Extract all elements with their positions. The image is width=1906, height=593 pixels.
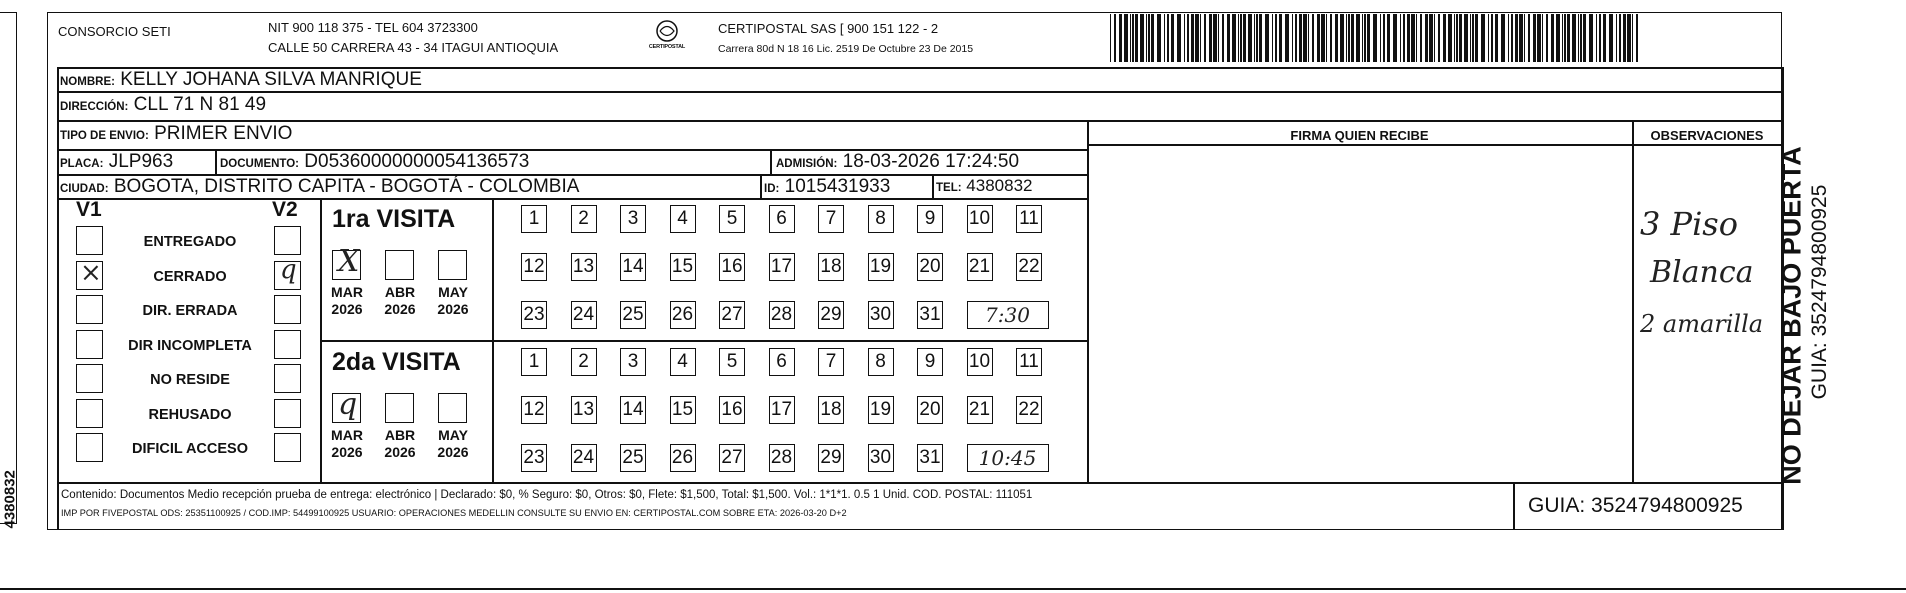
- barcode-bar: [1403, 14, 1405, 62]
- company-name: CONSORCIO SETI: [58, 24, 171, 39]
- id-value: 1015431933: [784, 176, 891, 197]
- day-box: 27: [719, 301, 745, 329]
- day-box: 22: [1016, 253, 1042, 281]
- barcode-bar: [1425, 14, 1428, 62]
- v2-checkbox: [274, 226, 301, 255]
- barcode-bar: [1470, 14, 1471, 62]
- barcode-bar: [1636, 14, 1638, 62]
- barcode-bar: [1299, 14, 1302, 62]
- barcode-bar: [1603, 14, 1606, 62]
- barcode-bar: [1472, 14, 1474, 62]
- observaciones-header: OBSERVACIONES: [1650, 128, 1764, 143]
- barcode-bar: [1265, 14, 1269, 62]
- barcode-bar: [1562, 14, 1563, 62]
- day-box: 24: [571, 444, 597, 472]
- barcode-bar: [1619, 14, 1621, 62]
- first-visit-title: 1ra VISITA: [332, 205, 456, 233]
- obs-note-white: Blanca: [1650, 255, 1754, 290]
- day-box: 13: [571, 396, 597, 424]
- day-box: 19: [868, 253, 894, 281]
- day-box: 14: [620, 253, 646, 281]
- day-box: 30: [868, 301, 894, 329]
- barcode-bar: [1256, 14, 1258, 62]
- year-label: 2026: [437, 301, 469, 317]
- direccion-label: DIRECCIÓN:: [60, 101, 129, 113]
- barcode-bar: [1546, 14, 1548, 62]
- year-label: 2026: [331, 444, 363, 460]
- barcode-bar: [1240, 14, 1242, 62]
- barcode-bar: [1177, 14, 1181, 62]
- barcode-bar: [1556, 14, 1560, 62]
- v2-checkbox: [274, 295, 301, 324]
- month-label: ABR: [384, 284, 416, 300]
- day-box: 31: [917, 444, 943, 472]
- barcode-bar: [1578, 14, 1579, 62]
- month-checkbox: [438, 393, 467, 423]
- v2-checkbox: [274, 364, 301, 393]
- barcode-bar: [1351, 14, 1354, 62]
- barcode-bar: [1448, 14, 1452, 62]
- no-dejar-bajo-puerta: NO DEJAR BAJO PUERTA: [1776, 146, 1807, 485]
- barcode-bar: [1589, 14, 1593, 62]
- barcode-bar: [1204, 14, 1206, 62]
- logo-caption: CERTIPOSTAL: [648, 44, 686, 50]
- month-label: MAY: [438, 284, 468, 300]
- document-value: D05360000000054136573: [304, 151, 530, 172]
- v2-checkmark: q: [280, 255, 297, 285]
- day-box: 17: [769, 396, 795, 424]
- day-box: 6: [769, 348, 795, 376]
- day-box: 15: [670, 253, 696, 281]
- barcode-bar: [1420, 14, 1422, 62]
- day-box: 18: [818, 253, 844, 281]
- barcode-bar: [1222, 14, 1224, 62]
- barcode-bar: [1295, 14, 1297, 62]
- barcode-bar: [1285, 14, 1289, 62]
- barcode-bar: [1130, 14, 1131, 62]
- barcode-bar: [1564, 14, 1566, 62]
- barcode-bar: [1632, 14, 1633, 62]
- id-label: ID:: [764, 183, 780, 195]
- day-box: 3: [620, 205, 646, 233]
- barcode-bar: [1146, 14, 1147, 62]
- day-box: 1: [521, 205, 547, 233]
- obs-note-floor: 3 Piso: [1640, 205, 1738, 243]
- day-box: 10: [967, 348, 993, 376]
- day-box: 12: [521, 396, 547, 424]
- year-label: 2026: [384, 301, 416, 317]
- barcode: [1110, 14, 1650, 62]
- first-visit-mark: X: [338, 244, 360, 279]
- certipostal-logo: [640, 18, 694, 58]
- recipient-address: CLL 71 N 81 49: [133, 94, 267, 115]
- barcode-bar: [1627, 14, 1631, 62]
- obs-note-yellow: 2 amarilla: [1640, 310, 1764, 338]
- barcode-bar: [1119, 14, 1122, 62]
- v1-label: V1: [76, 198, 102, 221]
- firma-header: FIRMA QUIEN RECIBE: [1290, 128, 1429, 143]
- barcode-bar: [1542, 14, 1543, 62]
- day-box: 1: [521, 348, 547, 376]
- barcode-bar: [1454, 14, 1455, 62]
- barcode-bar: [1330, 14, 1332, 62]
- day-box: 16: [719, 253, 745, 281]
- day-box: 25: [620, 301, 646, 329]
- status-label: DIR INCOMPLETA: [128, 337, 252, 354]
- footer-guia: GUIA: 3524794800925: [1528, 494, 1743, 517]
- barcode-bar: [1491, 14, 1493, 62]
- shipment-type: PRIMER ENVIO: [154, 123, 293, 144]
- day-box: 16: [719, 396, 745, 424]
- day-box: 10: [967, 205, 993, 233]
- v1-checkbox: [76, 295, 103, 324]
- tel-label: TEL:: [936, 182, 962, 194]
- barcode-bar: [1151, 14, 1154, 62]
- barcode-bar: [1583, 14, 1586, 62]
- day-box: 7: [818, 348, 844, 376]
- day-box: 29: [818, 301, 844, 329]
- first-visit-time: 7:30: [967, 301, 1049, 329]
- day-box: 7: [818, 205, 844, 233]
- day-box: 5: [719, 205, 745, 233]
- barcode-bar: [1524, 14, 1525, 62]
- year-label: 2026: [331, 301, 363, 317]
- address-line: CALLE 50 CARRERA 43 - 34 ITAGUI ANTIOQUIA: [268, 40, 559, 55]
- barcode-bar: [1481, 14, 1485, 62]
- barcode-bar: [1407, 14, 1410, 62]
- barcode-bar: [1238, 14, 1239, 62]
- day-box: 4: [670, 348, 696, 376]
- barcode-bar: [1254, 14, 1255, 62]
- day-box: 11: [1016, 348, 1042, 376]
- barcode-bar: [1132, 14, 1134, 62]
- barcode-bar: [1218, 14, 1219, 62]
- barcode-bar: [1259, 14, 1262, 62]
- v2-checkbox: [274, 433, 301, 462]
- second-visit-time: 10:45: [967, 444, 1049, 472]
- day-box: 20: [917, 253, 943, 281]
- status-label: CERRADO: [153, 268, 227, 285]
- month-label: MAR: [331, 427, 363, 443]
- barcode-bar: [1227, 14, 1230, 62]
- barcode-bar: [1380, 14, 1381, 62]
- status-label: ENTREGADO: [143, 234, 237, 250]
- footer-contents: Contenido: Documentos Medio recepción prueba de entrega: electrónico | Declarado: $0, % Seguro: $0, Otros: $0, Flete: $1,500, Total: $1,500. Vol.: 1*1*1. 0.5 1 Unid. COD. POSTAL: 111051: [61, 489, 1033, 501]
- day-box: 6: [769, 205, 795, 233]
- barcode-bar: [1303, 14, 1307, 62]
- recipient-name: KELLY JOHANA SILVA MANRIQUE: [120, 69, 422, 90]
- v2-checkbox: [274, 399, 301, 428]
- barcode-bar: [1321, 14, 1325, 62]
- barcode-bar: [1167, 14, 1169, 62]
- day-box: 31: [917, 301, 943, 329]
- nombre-label: NOMBRE:: [60, 76, 115, 88]
- day-box: 17: [769, 253, 795, 281]
- year-label: 2026: [384, 444, 416, 460]
- barcode-bar: [1243, 14, 1246, 62]
- status-label: NO RESIDE: [150, 372, 230, 388]
- barcode-bar: [1135, 14, 1138, 62]
- admision-label: ADMISIÓN:: [776, 158, 838, 170]
- barcode-bar: [1367, 14, 1370, 62]
- barcode-bar: [1537, 14, 1541, 62]
- day-box: 21: [967, 253, 993, 281]
- barcode-bar: [1148, 14, 1150, 62]
- day-box: 3: [620, 348, 646, 376]
- v2-label: V2: [272, 198, 298, 221]
- year-label: 2026: [437, 444, 469, 460]
- barcode-bar: [1383, 14, 1385, 62]
- status-label: DIR. ERRADA: [142, 303, 238, 319]
- v1-checkmark: ×: [80, 258, 102, 288]
- tel-value: 4380832: [966, 176, 1033, 195]
- barcode-bar: [1340, 14, 1344, 62]
- day-box: 8: [868, 348, 894, 376]
- barcode-bar: [1580, 14, 1582, 62]
- day-box: 5: [719, 348, 745, 376]
- barcode-bar: [1272, 14, 1273, 62]
- barcode-bar: [1275, 14, 1277, 62]
- barcode-bar: [1335, 14, 1338, 62]
- barcode-bar: [1416, 14, 1417, 62]
- barcode-bar: [1346, 14, 1347, 62]
- barcode-bar: [1312, 14, 1314, 62]
- day-box: 2: [571, 205, 597, 233]
- placa-label: PLACA:: [60, 158, 104, 170]
- barcode-bar: [1438, 14, 1440, 62]
- barcode-bar: [1393, 14, 1397, 62]
- day-box: 27: [719, 444, 745, 472]
- barcode-bar: [1464, 14, 1468, 62]
- day-box: 9: [917, 205, 943, 233]
- day-box: 22: [1016, 396, 1042, 424]
- day-box: 12: [521, 253, 547, 281]
- day-box: 23: [521, 444, 547, 472]
- barcode-bar: [1195, 14, 1199, 62]
- barcode-bar: [1429, 14, 1433, 62]
- v1-checkbox: [76, 364, 103, 393]
- barcode-bar: [1114, 14, 1116, 62]
- carrier-line2: Carrera 80d N 18 16 Lic. 2519 De Octubre 23 De 2015: [718, 43, 974, 55]
- barcode-bar: [1533, 14, 1536, 62]
- day-box: 14: [620, 396, 646, 424]
- barcode-bar: [1124, 14, 1128, 62]
- day-box: 18: [818, 396, 844, 424]
- day-box: 9: [917, 348, 943, 376]
- month-checkbox: [438, 250, 467, 280]
- barcode-bar: [1456, 14, 1458, 62]
- ciudad-label: CIUDAD:: [60, 183, 109, 195]
- side-guia: GUIA: 3524794800925: [1808, 184, 1831, 400]
- day-box: 11: [1016, 205, 1042, 233]
- barcode-bar: [1411, 14, 1415, 62]
- city-value: BOGOTA, DISTRITO CAPITA - BOGOTÁ - COLOMBIA: [113, 176, 580, 197]
- barcode-bar: [1488, 14, 1489, 62]
- barcode-bar: [1495, 14, 1498, 62]
- barcode-bar: [1623, 14, 1626, 62]
- barcode-bar: [1400, 14, 1401, 62]
- barcode-bar: [1364, 14, 1366, 62]
- v1-checkbox: [76, 330, 103, 359]
- barcode-bar: [1356, 14, 1360, 62]
- status-label: DIFICIL ACCESO: [131, 441, 248, 457]
- barcode-bar: [1373, 14, 1377, 62]
- status-label: REHUSADO: [148, 406, 232, 423]
- month-label: MAY: [438, 427, 468, 443]
- day-box: 24: [571, 301, 597, 329]
- month-label: ABR: [384, 427, 416, 443]
- barcode-bar: [1515, 14, 1518, 62]
- second-visit-title: 2da VISITA: [332, 348, 461, 376]
- barcode-bar: [1292, 14, 1293, 62]
- barcode-bar: [1279, 14, 1282, 62]
- footer-print-info: IMP POR FIVEPOSTAL ODS: 25351100925 / COD.IMP: 54499100925 USUARIO: OPERACIONES MEDELLIN CONSULTE SU ENVIO EN: CERTIPOSTAL.COM SOBRE ETA: 2026-03-20 D+2: [61, 508, 847, 518]
- day-box: 2: [571, 348, 597, 376]
- day-box: 28: [769, 301, 795, 329]
- barcode-bar: [1443, 14, 1446, 62]
- day-box: 26: [670, 301, 696, 329]
- barcode-bar: [1326, 14, 1327, 62]
- day-box: 20: [917, 396, 943, 424]
- day-box: 28: [769, 444, 795, 472]
- barcode-bar: [1596, 14, 1597, 62]
- barcode-bar: [1459, 14, 1462, 62]
- v1-checkbox: [76, 433, 103, 462]
- barcode-bar: [1110, 14, 1111, 62]
- barcode-bar: [1362, 14, 1363, 62]
- day-box: 25: [620, 444, 646, 472]
- barcode-bar: [1187, 14, 1189, 62]
- second-visit-mark: q: [338, 387, 358, 422]
- day-box: 8: [868, 205, 894, 233]
- barcode-bar: [1184, 14, 1185, 62]
- barcode-bar: [1171, 14, 1174, 62]
- admission-value: 18-03-2026 17:24:50: [842, 151, 1020, 172]
- barcode-bar: [1501, 14, 1505, 62]
- barcode-bar: [1191, 14, 1194, 62]
- day-box: 4: [670, 205, 696, 233]
- left-stub-phone: 4380832: [1, 470, 19, 529]
- barcode-bar: [1209, 14, 1212, 62]
- plate-value: JLP963: [108, 151, 174, 172]
- barcode-bar: [1528, 14, 1530, 62]
- barcode-bar: [1248, 14, 1252, 62]
- month-label: MAR: [331, 284, 363, 300]
- day-box: 30: [868, 444, 894, 472]
- barcode-bar: [1519, 14, 1523, 62]
- barcode-bar: [1317, 14, 1320, 62]
- barcode-bar: [1213, 14, 1217, 62]
- barcode-bar: [1616, 14, 1617, 62]
- day-box: 13: [571, 253, 597, 281]
- barcode-bar: [1434, 14, 1435, 62]
- v1-checkbox: [76, 226, 103, 255]
- barcode-bar: [1599, 14, 1601, 62]
- day-box: 23: [521, 301, 547, 329]
- nit-line: NIT 900 118 375 - TEL 604 3723300: [268, 20, 478, 35]
- barcode-bar: [1609, 14, 1613, 62]
- barcode-bar: [1475, 14, 1478, 62]
- day-box: 21: [967, 396, 993, 424]
- carrier-line1: CERTIPOSTAL SAS [ 900 151 122 - 2: [718, 21, 939, 36]
- day-box: 19: [868, 396, 894, 424]
- day-box: 29: [818, 444, 844, 472]
- barcode-bar: [1387, 14, 1390, 62]
- documento-label: DOCUMENTO:: [220, 158, 300, 170]
- barcode-bar: [1567, 14, 1570, 62]
- v2-checkbox: [274, 330, 301, 359]
- month-checkbox: [385, 250, 414, 280]
- barcode-bar: [1572, 14, 1576, 62]
- barcode-bar: [1140, 14, 1144, 62]
- barcode-bar: [1348, 14, 1350, 62]
- barcode-bar: [1164, 14, 1165, 62]
- barcode-bar: [1157, 14, 1161, 62]
- day-box: 26: [670, 444, 696, 472]
- barcode-bar: [1308, 14, 1309, 62]
- day-box: 15: [670, 396, 696, 424]
- tipo-label: TIPO DE ENVIO:: [60, 130, 149, 142]
- barcode-bar: [1508, 14, 1509, 62]
- barcode-bar: [1200, 14, 1201, 62]
- barcode-bar: [1511, 14, 1513, 62]
- barcode-bar: [1551, 14, 1554, 62]
- month-checkbox: [385, 393, 414, 423]
- v1-checkbox: [76, 399, 103, 428]
- barcode-bar: [1232, 14, 1236, 62]
